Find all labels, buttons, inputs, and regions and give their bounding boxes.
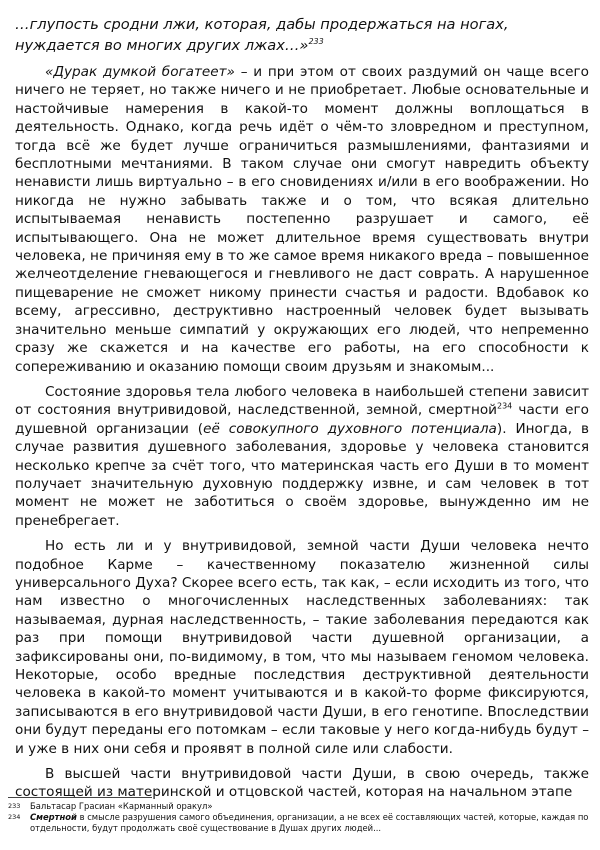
footnote-233 (8, 801, 592, 812)
quote-line-2: нуждается во многих других лжах…» (15, 37, 309, 54)
proverb-italic: «Дурак думкой богатеет» (45, 64, 235, 80)
paragraph-2-italic: её совокупного духовного потенциала (203, 420, 497, 437)
quote-line-1: …глупость сродни лжи, которая, дабы продержаться на ногах, (15, 16, 509, 33)
paragraph-2-text-b: части его душевной организации ( (15, 402, 589, 437)
footnote-number: 233 (8, 802, 21, 810)
footnote-text-wrapper (30, 812, 592, 834)
footnote-ref-233[interactable]: 233 (308, 37, 324, 47)
footnote-number: 234 (8, 813, 21, 821)
footnote-234 (8, 812, 592, 834)
footnotes (8, 797, 592, 834)
footnote-text: в смысле разрушения самого объединения, организации, а не всех её составляющих частей, которые, каждая по отдельности, будут продолжать своё существование в Душах других людей... (30, 812, 589, 833)
paragraph-2 (15, 383, 589, 530)
footnote-ref-234[interactable]: 234 (497, 401, 513, 411)
paragraph-1-text: – и при этом от своих раздумий он чаще всего ничего не теряет, но также ничего и не приобретает. Любые основательные и настойчивые намерения в какой-то момент должны воплощаться в деятельность. Однако, когда речь идёт о чём-то зловредном и преступном, тогда всё же будет лучше ограничиться размышлениями, фантазиями и бесплотными мечтаниями. В таком случае они смогут навредить объекту ненависти лишь виртуально – в его сновидениях и/или в его воображении. Но никогда не нужно забывать также и о том, что всякая длительно испытываемая ненависть постепенно разрушает и самого, её испытывающего. Она не может длительное время существовать внутри человека, не причиняя ему в то же самое время никакого вреда – повышенное желчеотделение гневающегося и гневливого не даст соврать. А нарушенное пищеварение не сможет никому принести счастья и радости. Вдобавок ко всему, агрессивно, деструктивно настроенный человек будет вызывать значительно меньше симпатий у окружающих его людей, что непременно сразу же скажется и на качестве его работы, на его способности к сопереживанию и оказанию помощи своим друзьям и знакомым... (15, 64, 589, 375)
page-body (15, 14, 589, 802)
paragraph-4: В высшей части внутривидовой части Души, в свою очередь, также состоящей из материнской и отцовской частей, которая на начальном этапе (15, 766, 589, 801)
footnote-divider (8, 797, 152, 798)
paragraph-2-text-c: ). Иногда, в случае развития душевного заболевания, здоровье у человека становится несколько крепче за счёт того, что материнская часть его Души в то момент получает значительную духовную поддержку извне, и сам человек в тот момент не может не заботиться о своём здоровье, вынужденно им не пренебрегает. (15, 420, 589, 529)
paragraph-3: Но есть ли и у внутривидовой, земной части Души человека нечто подобное Карме – качественному показателю жизненной силы универсального Духа? Скорее всего есть, так как, – если исходить из того, что нам известно о многочисленных наследственных заболеваниях: так называемая, дурная наследственность, – такие заболевания передаются как раз при помощи внутривидовой части душевной организации, а зафиксированы они, по-видимому, в том, что мы называем геномом человека. Некоторые, особо вредные последствия деструктивной деятельности человека в какой-то момент учитываются и в какой-то форме фиксируются, записываются в его внутривидовой части Души, в его генотипе. Впоследствии они будут переданы его потомкам – если таковые у него когда-нибудь будут – и уже в них они себя и проявят в полной силе или слабости. (15, 538, 589, 757)
epigraph-quote (15, 14, 589, 56)
paragraph-1 (15, 63, 589, 376)
footnote-text: Бальтасар Грасиан «Карманный оракул» (30, 801, 213, 811)
paragraph-2-text-a: Состояние здоровья тела любого человека в наибольшей степени зависит от состояния внутривидовой, наследственной, земной, смертной (15, 383, 589, 419)
footnote-lead-word: Смертной (30, 812, 77, 822)
